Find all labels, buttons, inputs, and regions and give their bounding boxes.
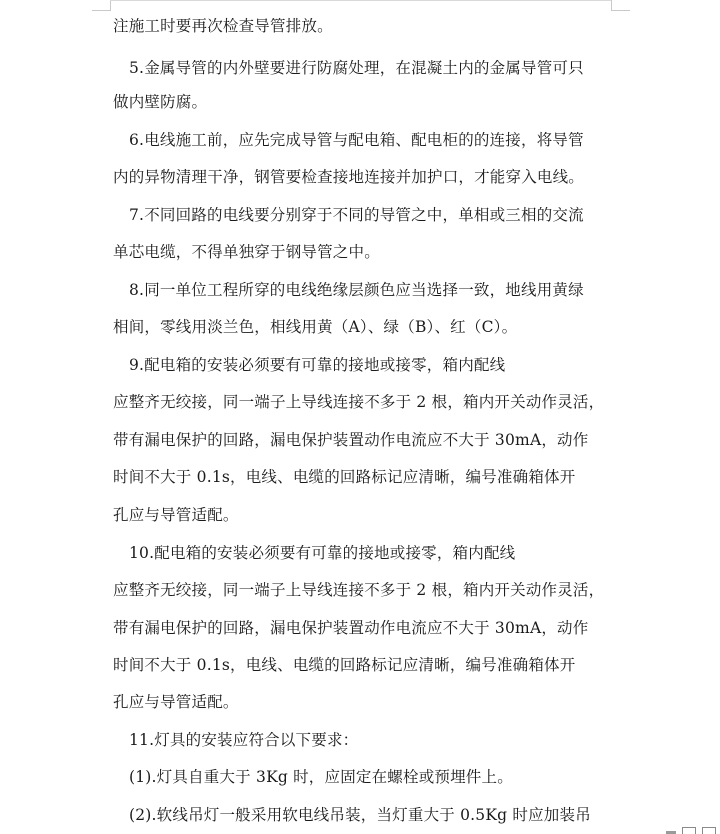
text-line: 注施工时要再次检查导管排放。: [113, 17, 333, 35]
text-line: 带有漏电保护的回路，漏电保护装置动作电流应不大于 30mA，动作: [113, 619, 589, 637]
text-line: (2).软线吊灯一般采用软电线吊装，当灯重大于 0.5Kg 时应加装吊: [129, 806, 591, 824]
text-line: 11.灯具的安装应符合以下要求：: [129, 731, 359, 749]
text-line: 相间，零线用淡兰色，相线用黄（A）、绿（B）、红（C）。: [113, 318, 518, 336]
text-line: 6.电线施工前，应先完成导管与配电箱、配电柜的的连接，将导管: [129, 131, 584, 149]
text-line: 内的异物清理干净，钢管要检查接地连接并加护口，才能穿入电线。: [113, 168, 585, 186]
text-line: 10.配电箱的安装必须要有可靠的接地或接零，箱内配线: [129, 544, 516, 562]
page-corner-mark-right: [611, 0, 630, 11]
text-line: (1).灯具自重大于 3Kg 时，应固定在螺栓或预埋件上。: [129, 768, 513, 786]
text-line: 应整齐无绞接，同一端子上导线连接不多于 2 根，箱内开关动作灵活，: [113, 393, 605, 411]
status-bar-controls: [666, 826, 716, 834]
text-line: 做内壁防腐。: [113, 93, 208, 111]
text-line: 孔应与导管适配。: [113, 506, 239, 524]
text-line: 时间不大于 0.1s，电线、电缆的回路标记应清晰，编号准确箱体开: [113, 656, 576, 674]
text-line: 孔应与导管适配。: [113, 693, 239, 711]
view-mode-icon[interactable]: [682, 827, 696, 834]
text-line: 应整齐无绞接，同一端子上导线连接不多于 2 根，箱内开关动作灵活，: [113, 581, 605, 599]
text-line: 带有漏电保护的回路，漏电保护装置动作电流应不大于 30mA，动作: [113, 431, 589, 449]
text-line: 时间不大于 0.1s，电线、电缆的回路标记应清晰，编号准确箱体开: [113, 468, 576, 486]
text-line: 9.配电箱的安装必须要有可靠的接地或接零，箱内配线: [129, 356, 506, 374]
layout-mode-icon[interactable]: [702, 827, 716, 834]
page-top-edge: [110, 0, 611, 1]
page-corner-mark-left: [92, 0, 111, 11]
text-line: 8.同一单位工程所穿的电线绝缘层颜色应当选择一致，地线用黄绿: [129, 281, 584, 299]
text-line: 5.金属导管的内外壁要进行防腐处理，在混凝土内的金属导管可只: [129, 59, 584, 77]
text-line: 单芯电缆，不得单独穿于钢导管之中。: [113, 243, 380, 261]
text-line: 7.不同回路的电线要分别穿于不同的导管之中，单相或三相的交流: [129, 206, 584, 224]
